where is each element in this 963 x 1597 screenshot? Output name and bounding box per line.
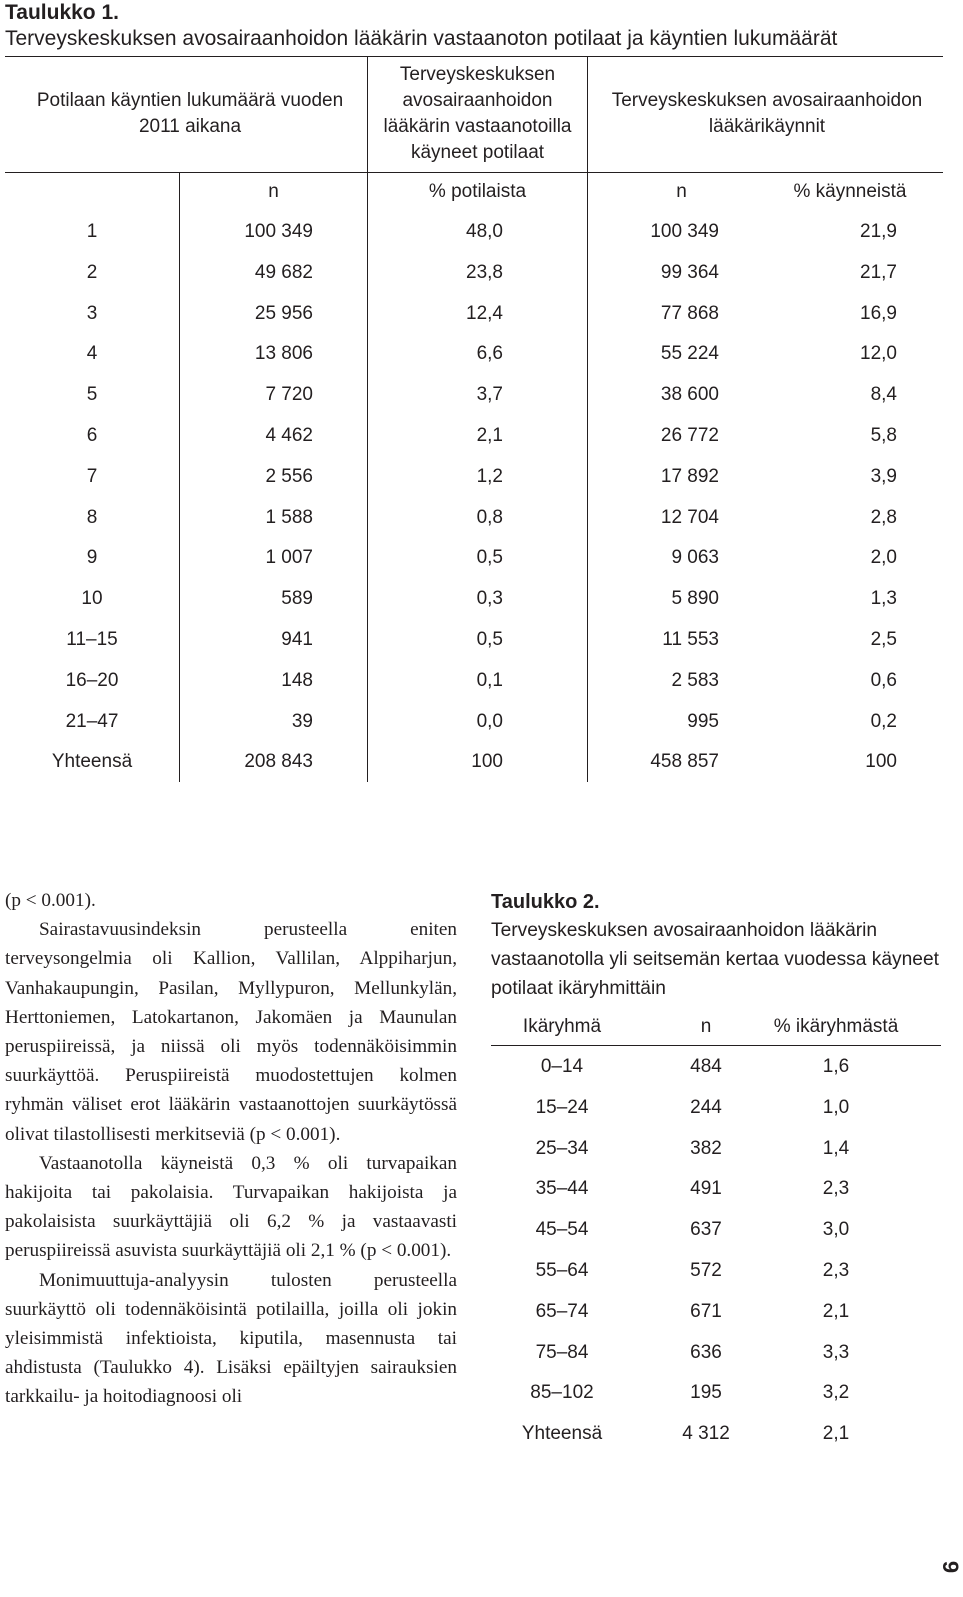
table1-header-rule	[5, 172, 943, 173]
table1-cell: 3,9	[870, 465, 897, 487]
table1-caption: Terveyskeskuksen avosairaanhoidon lääkärin vastaanoton potilaat ja käyntien lukumäärät	[5, 27, 838, 50]
table1-cell: 208 843	[244, 751, 313, 773]
page-number: 9	[937, 1560, 963, 1574]
table1-cell: 17 892	[660, 465, 719, 487]
table1-cell: 12,4	[466, 302, 503, 324]
table1-cell: 0,0	[476, 710, 503, 732]
table1-cell: 1,2	[476, 465, 503, 487]
table1-cell: 7 720	[265, 384, 313, 406]
table2-cell: 2,3	[822, 1260, 850, 1281]
table2-cell: 382	[690, 1137, 722, 1159]
paragraph-0: (p < 0.001).	[5, 890, 96, 911]
table1-cell: 25 956	[254, 302, 313, 324]
table1-cell: 5 890	[671, 588, 719, 610]
table1-cell: 0,8	[476, 506, 503, 528]
table1-cell: 99 364	[660, 261, 719, 283]
table1-row-label: 6	[86, 425, 98, 446]
table1-cell: 589	[281, 588, 313, 610]
table2-cell: 572	[690, 1260, 722, 1281]
table2-header-1: n	[700, 1016, 712, 1037]
paragraph-2: Vastaanotolla käyneistä 0,3 % oli turvapaikan hakijoita tai pakolaisia. Turvapaikan hakijoista ja pakolaisista suurkäyttäjiä oli 6,2 % ja vastaavasti peruspiireissä asuvista suurkäyttäjiä oli 2,1 % (p < 0.001).	[5, 1152, 457, 1262]
table2-row-label: 75–84	[535, 1341, 589, 1363]
table1-row-label: 2	[86, 261, 98, 283]
table2-row-label: 65–74	[535, 1300, 589, 1322]
table1-cell: 941	[281, 629, 313, 650]
table2-cell: 637	[690, 1219, 722, 1241]
table2-row-label: 55–64	[535, 1260, 589, 1281]
table1-cell: 100 349	[244, 221, 313, 242]
table1-cell: 21,9	[860, 221, 897, 242]
table1-cell: 3,7	[476, 384, 503, 406]
table2-cell: 195	[690, 1382, 722, 1404]
table2-cell: 636	[690, 1341, 722, 1363]
table1-cell: 21,7	[860, 261, 897, 283]
table2-cell: 484	[690, 1056, 722, 1077]
table1-cell: 148	[281, 669, 313, 691]
table2-cell: 244	[690, 1096, 722, 1118]
table1-subheader-0: n	[268, 181, 279, 202]
table1-row-label: 3	[86, 302, 98, 324]
table2-cell: 2,1	[822, 1423, 850, 1445]
table1-cell: 13 806	[254, 343, 313, 365]
table1-cell: 6,6	[476, 343, 503, 365]
table1-row-label: 9	[86, 547, 98, 569]
table1-cell: 0,3	[476, 588, 503, 610]
table2-header-0: Ikäryhmä	[522, 1016, 602, 1037]
table2-cell: 1,0	[822, 1096, 850, 1118]
table1-cell: 995	[687, 710, 719, 732]
table1-cell: 12,0	[860, 343, 897, 365]
table1-cell: 458 857	[650, 751, 719, 773]
table1-row-label: Yhteensä	[51, 751, 133, 773]
table1-cell: 1 588	[265, 506, 313, 528]
table2-row-label: 45–54	[535, 1219, 589, 1241]
table2-row-label: 0–14	[540, 1056, 584, 1077]
table2-cell: 3,2	[822, 1382, 850, 1404]
table2-header-2: % ikäryhmästä	[773, 1016, 899, 1037]
table1-cell: 0,5	[476, 629, 503, 650]
table2-cell: 2,1	[822, 1300, 850, 1322]
table2-row-label: 25–34	[535, 1137, 589, 1159]
table1-cell: 23,8	[466, 261, 503, 283]
table2-cell: 2,3	[822, 1178, 850, 1200]
table2-cell: 3,0	[822, 1219, 850, 1241]
table1-row-label: 8	[86, 506, 98, 528]
table1-cell: 2 556	[265, 465, 313, 487]
table1-cell: 100 349	[650, 221, 719, 242]
table1-cell: 100	[471, 751, 503, 773]
table2-cell: 671	[690, 1300, 722, 1322]
table2-header-rule	[491, 1045, 941, 1046]
table1-cell: 77 868	[660, 302, 719, 324]
table2-label: Taulukko 2.	[491, 891, 600, 913]
table1-cell: 1 007	[265, 547, 313, 569]
table2-cell: 4 312	[682, 1423, 730, 1445]
table1-cell: 48,0	[466, 221, 503, 242]
table1-cell: 2,8	[870, 506, 897, 528]
table1-row-label: 7	[86, 465, 98, 487]
table1-cell: 2,5	[870, 629, 897, 650]
table1-cell: 2 583	[671, 669, 719, 691]
table1-cell: 0,6	[870, 669, 897, 691]
table1-cell: 49 682	[254, 261, 313, 283]
table1-cell: 5,8	[870, 425, 897, 446]
table1-header-visits-count: Terveyskeskuksen avosairaanhoidon lääkärikäynnit	[611, 90, 923, 137]
table1-top-rule	[5, 56, 943, 57]
table1-subheader-1: % potilaista	[428, 181, 527, 202]
table1-row-label: 1	[86, 221, 98, 242]
table1-cell: 16,9	[860, 302, 897, 324]
table1-cell: 0,5	[476, 547, 503, 569]
table1-cell: 26 772	[660, 425, 719, 446]
table1-cell: 2,0	[870, 547, 897, 569]
table1-cell: 2,1	[476, 425, 503, 446]
table1-row-label: 21–47	[65, 710, 119, 732]
table2-row-label: Yhteensä	[521, 1423, 603, 1445]
table2-row-label: 35–44	[535, 1178, 589, 1200]
table1-row-label: 10	[81, 588, 103, 610]
table2-row-label: 85–102	[530, 1382, 594, 1404]
table1-row-label: 5	[86, 384, 98, 406]
table1-cell: 0,1	[476, 669, 503, 691]
table1-cell: 8,4	[870, 384, 897, 406]
table1-cell: 0,2	[870, 710, 897, 732]
table2-cell: 3,3	[822, 1341, 850, 1363]
table1-cell: 1,3	[870, 588, 897, 610]
table1-header-visits: Potilaan käyntien lukumäärä vuoden 2011 aikana	[36, 90, 344, 137]
table1-subheader-3: % käynneistä	[793, 181, 907, 202]
body-text	[5, 886, 457, 1412]
table2-row-label: 15–24	[535, 1096, 589, 1118]
table1-row-label: 16–20	[65, 669, 119, 691]
table1-subheader-2: n	[676, 181, 687, 202]
table2-cell: 1,4	[822, 1137, 850, 1159]
table2-caption: Terveyskeskuksen avosairaanhoidon lääkärin vastaanotolla yli seitsemän kertaa vuodessa käyneet potilaat ikäryhmittäin	[491, 920, 939, 1000]
table1-row-label: 4	[86, 343, 98, 365]
table1-cell: 38 600	[660, 384, 719, 406]
table1-cell: 39	[291, 710, 313, 732]
table2-cell: 1,6	[822, 1056, 850, 1077]
table1-row-label: 11–15	[66, 629, 118, 650]
table1-cell: 55 224	[660, 343, 719, 365]
table1-label: Taulukko 1.	[5, 1, 119, 24]
table1-cell: 9 063	[671, 547, 719, 569]
table1-cell: 11 553	[662, 629, 719, 650]
paragraph-3: Monimuuttuja-analyysin tulosten perusteella suurkäyttö oli todennäköisintä potilailla, joilla oli jokin yleisimmistä infektioista, kiputila, masennusta tai ahdistusta (Taulukko 4). Lisäksi epäiltyjen sairauksien tarkkailu- ja hoitodiagnoosi oli	[5, 1269, 457, 1408]
paragraph-1: Sairastavuusindeksin perusteella eniten terveysongelmia oli Kallion, Vallilan, Alppiharjun, Vanhakaupungin, Pasilan, Myllypuron, Mellunkylän, Herttoniemen, Latokartanon, Jakomäen ja Maunulan peruspiireissä, ja niissä oli myös todennäköisimmin suurkäyttöä. Peruspiireistä muodostettujen kolmen ryhmän väliset erot lääkärin vastaanottojen suurkäytössä olivat tilastollisesti merkitseviä (p < 0.001).	[5, 919, 457, 1145]
table1-header-patients: Terveyskeskuksen avosairaanhoidon lääkärin vastaanotoilla käyneet potilaat	[383, 64, 572, 163]
table2-cell: 491	[690, 1178, 722, 1200]
table1-cell: 100	[865, 751, 897, 773]
table1-cell: 12 704	[660, 506, 719, 528]
table1-cell: 4 462	[265, 425, 313, 446]
